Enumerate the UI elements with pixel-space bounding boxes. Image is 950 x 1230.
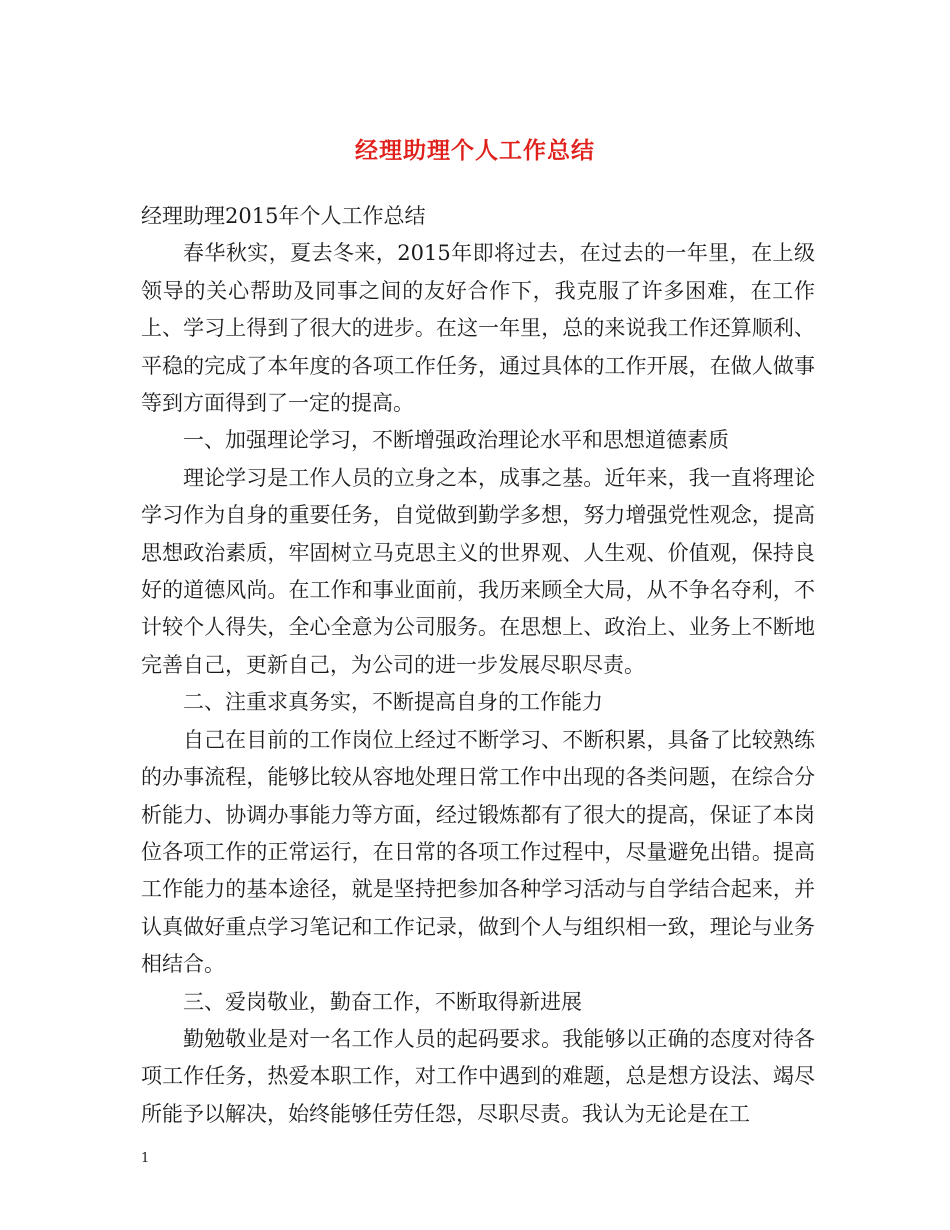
section-1-heading: 一、加强理论学习，不断增强政治理论水平和思想道德素质 [183, 428, 729, 453]
section-3-heading: 三、爱岗敬业，勤奋工作，不断取得新进展 [183, 989, 582, 1014]
intro-paragraph: 春华秋实，夏去冬来，2015年即将过去，在过去的一年里，在上级领导的关心帮助及同事之间的友好合作下，我克服了许多困难，在工作上、学习上得到了很大的进步。在这一年里，总的来说我工作还算顺利、平稳的完成了本年度的各项工作任务，通过具体的工作开展，在做人做事等到方面得到了一定的提高。 [141, 241, 815, 416]
section-1-paragraph: 理论学习是工作人员的立身之本，成事之基。近年来，我一直将理论学习作为自身的重要任务，自觉做到勤学多想，努力增强党性观念，提高思想政治素质，牢固树立马克思主义的世界观、人生观、价值观，保持良好的道德风尚。在工作和事业面前，我历来顾全大局，从不争名夺利，不计较个人得失，全心全意为公司服务。在思想上、政治上、业务上不断地完善自己，更新自己，为公司的进一步发展尽职尽责。 [141, 465, 815, 677]
section-3-paragraph: 勤勉敬业是对一名工作人员的起码要求。我能够以正确的态度对待各项工作任务，热爱本职工作，对工作中遇到的难题，总是想方设法、竭尽所能予以解决，始终能够任劳任怨，尽职尽责。我认为无论是在工 [141, 1026, 815, 1126]
document-subtitle: 经理助理2015年个人工作总结 [141, 204, 426, 228]
page-number: 1 [141, 1151, 150, 1166]
document-title: 经理助理个人工作总结 [355, 137, 595, 164]
section-2-heading: 二、注重求真务实，不断提高自身的工作能力 [183, 690, 603, 715]
document-body [141, 198, 815, 1133]
section-2-paragraph: 自己在目前的工作岗位上经过不断学习、不断积累，具备了比较熟练的办事流程，能够比较从容地处理日常工作中出现的各类问题，在综合分析能力、协调办事能力等方面，经过锻炼都有了很大的提高，保证了本岗位各项工作的正常运行，在日常的各项工作过程中，尽量避免出错。提高工作能力的基本途径，就是坚持把参加各种学习活动与自学结合起来，并认真做好重点学习笔记和工作记录，做到个人与组织相一致，理论与业务相结合。 [141, 727, 815, 977]
